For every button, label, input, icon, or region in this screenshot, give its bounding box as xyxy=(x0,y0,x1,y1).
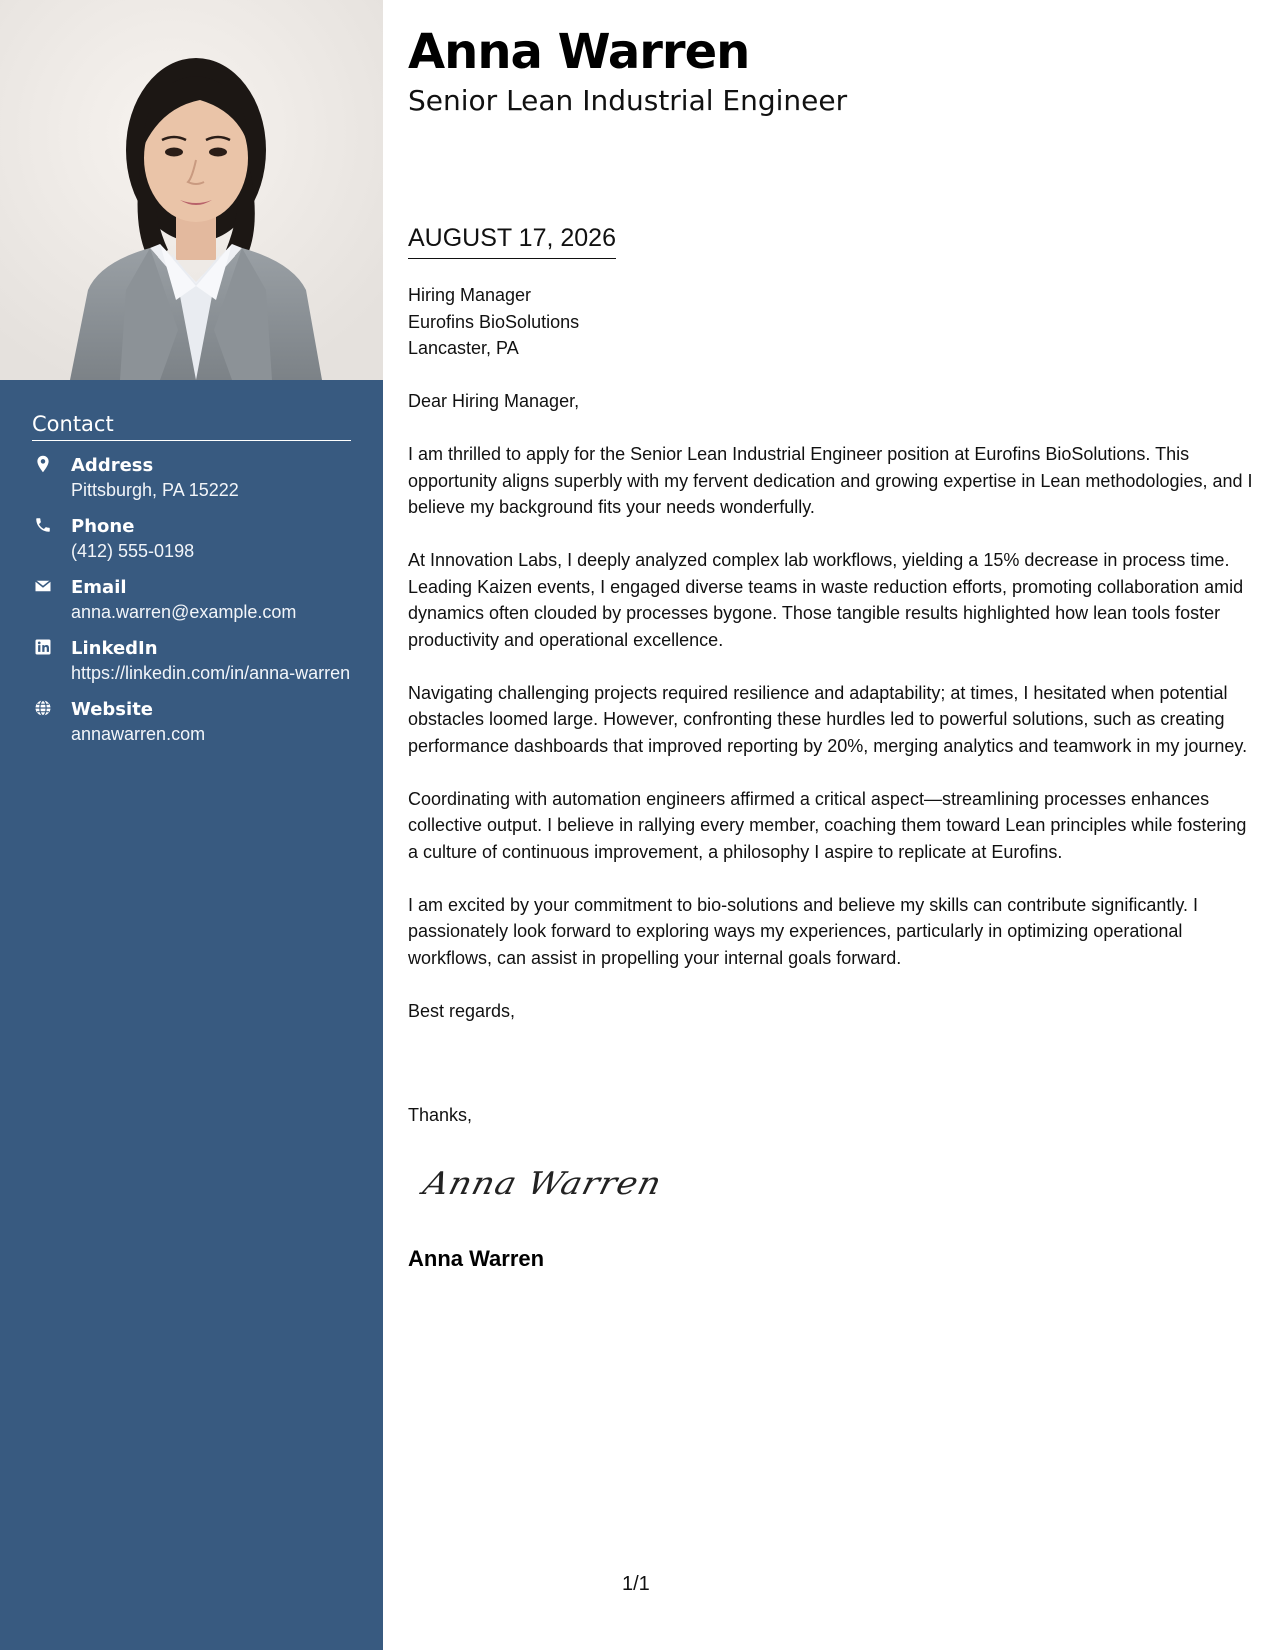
map-pin-icon xyxy=(34,455,52,473)
closing: Best regards, xyxy=(408,1000,516,1021)
paragraph-3: Navigating challenging projects required resilience and adaptability; at times, I hesitated when potential obstacles loomed large. However, confronting these hurdles led to powerful solutions, such as creating performance dashboards that improved reporting by 20%, merging analytics and teamwork in my journey. xyxy=(408,682,1248,756)
sidebar xyxy=(0,0,383,1650)
applicant-job-title: Senior Lean Industrial Engineer xyxy=(408,84,848,117)
paragraph-5: I am excited by your commitment to bio-solutions and believe my skills can contribute significantly. I passionately look forward to exploring ways my experiences, particularly in optimizing operational workflows, can assist in propelling your internal goals forward. xyxy=(408,894,1199,968)
email-value[interactable]: anna.warren@example.com xyxy=(71,602,297,622)
linkedin-value[interactable]: https://linkedin.com/in/anna-warren xyxy=(71,663,351,683)
handwritten-signature: Anna Warren xyxy=(419,1165,666,1203)
thanks-line: Thanks, xyxy=(408,1105,473,1125)
contact-linkedin xyxy=(32,637,351,685)
envelope-icon xyxy=(34,577,52,595)
website-value[interactable]: annawarren.com xyxy=(71,724,206,744)
signed-name: Anna Warren xyxy=(408,1246,545,1271)
letter-body xyxy=(408,388,1253,1051)
profile-photo xyxy=(0,0,383,380)
phone-value[interactable]: (412) 555-0198 xyxy=(71,541,195,561)
paragraph-1: I am thrilled to apply for the Senior Lean Industrial Engineer position at Eurofins BioSolutions. This opportunity aligns superbly with my fervent dedication and growing expertise in Lean methodologies, and I believe my background fits your needs wonderfully. xyxy=(408,444,1253,517)
letter-date: AUGUST 17, 2026 xyxy=(408,221,616,259)
linkedin-label: LinkedIn xyxy=(71,638,158,659)
contact-website xyxy=(32,698,351,746)
recipient-line-1: Hiring Manager xyxy=(408,285,532,305)
phone-label: Phone xyxy=(71,516,135,537)
phone-icon xyxy=(34,516,52,534)
paragraph-2: At Innovation Labs, I deeply analyzed complex lab workflows, yielding a 15% decrease in process time. Leading Kaizen events, I engaged diverse teams in waste reduction efforts, promoting collaboration amid dynamics often clouded by processes bygone. Those tangible results highlighted how lean tools foster productivity and operational excellence. xyxy=(408,550,1244,650)
salutation: Dear Hiring Manager, xyxy=(408,391,580,411)
globe-icon xyxy=(34,699,52,717)
contact-address xyxy=(32,454,351,502)
page-number: 1/1 xyxy=(622,1573,650,1595)
address-label: Address xyxy=(71,455,154,476)
address-value: Pittsburgh, PA 15222 xyxy=(71,480,239,500)
applicant-name: Anna Warren xyxy=(408,24,750,80)
recipient-line-2: Eurofins BioSolutions xyxy=(408,311,580,332)
recipient-line-3: Lancaster, PA xyxy=(408,338,519,358)
contact-section xyxy=(32,412,351,759)
linkedin-icon xyxy=(34,638,52,656)
contact-phone xyxy=(32,515,351,563)
recipient-block xyxy=(408,282,579,362)
paragraph-4: Coordinating with automation engineers affirmed a critical aspect—streamlining processes enhances collective output. I believe in rallying every member, coaching them toward Lean principles while fostering a culture of continuous improvement, a philosophy I aspire to replicate at Eurofins. xyxy=(408,788,1247,862)
contact-email xyxy=(32,576,351,624)
contact-title: Contact xyxy=(32,412,351,441)
email-label: Email xyxy=(71,577,127,598)
website-label: Website xyxy=(71,699,154,720)
